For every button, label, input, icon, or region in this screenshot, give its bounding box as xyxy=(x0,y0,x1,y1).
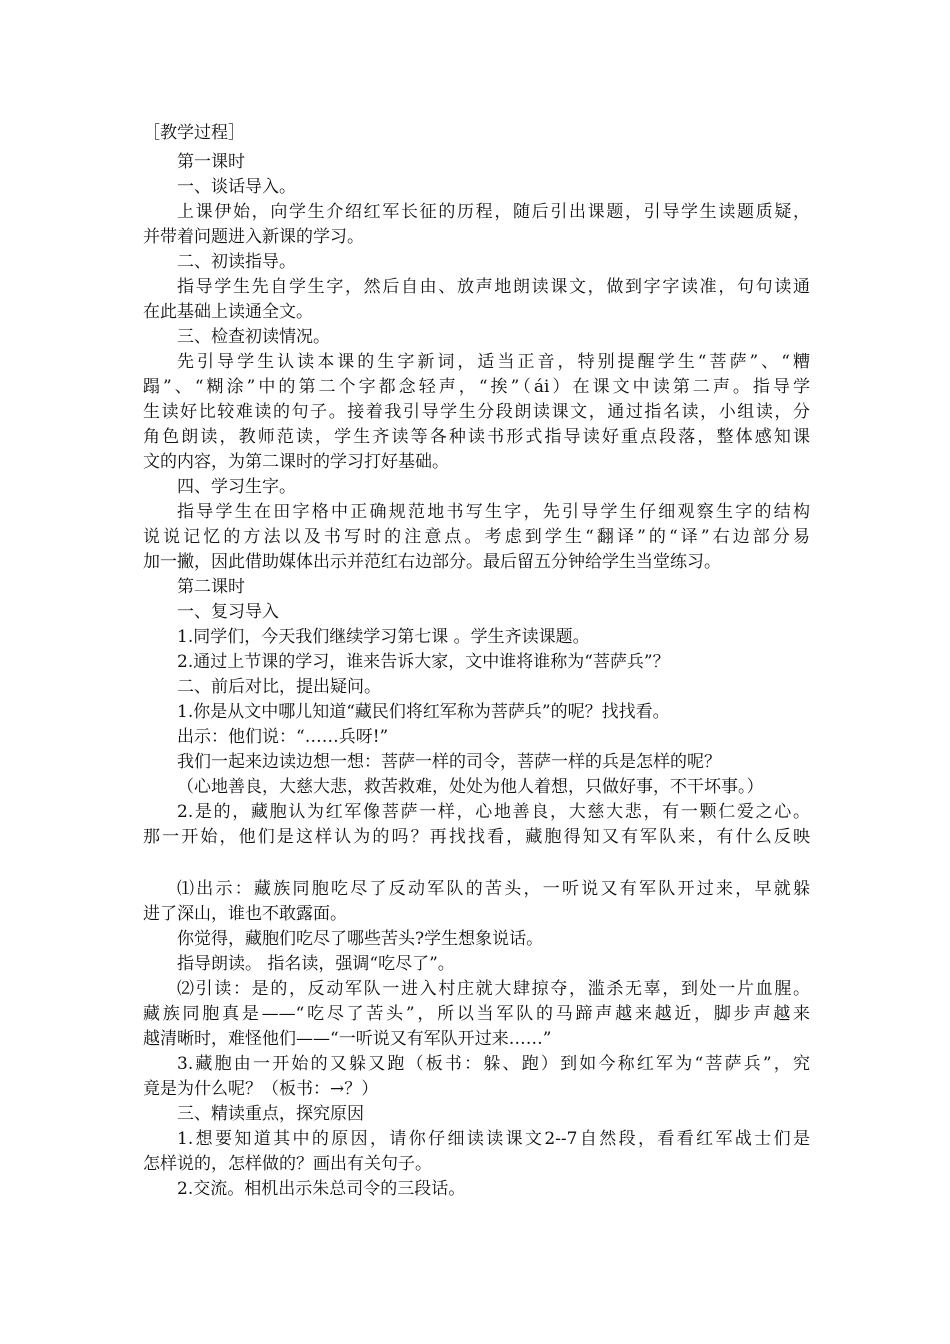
section-title: ［教学过程］ xyxy=(143,123,245,143)
text-line: ⑴出示：藏族同胞吃尽了反动军队的苦头，一听说又有军队开过来，早就躲 xyxy=(177,879,810,899)
text-line: 第一课时 xyxy=(177,152,245,172)
text-line: 出示：他们说：“……兵呀!” xyxy=(177,727,389,747)
text-line: （心地善良，大慈大悲，救苦救难，处处为他人着想，只做好事，不干坏事。） xyxy=(177,777,764,797)
text-line: 2.通过上节课的学习，谁来告诉大家，文中谁将谁称为“菩萨兵”？ xyxy=(177,652,670,672)
text-line: 一、谈话导入。 xyxy=(177,177,296,197)
text-line: 在此基础上读通全文。 xyxy=(143,302,313,322)
text-line: 3.藏胞由一开始的又躲又跑（板书：躲、跑）到如今称红军为“菩萨兵”，究 xyxy=(177,1054,810,1074)
text-line: 2.交流。相机出示朱总司令的三段话。 xyxy=(177,1179,466,1199)
text-line: 1.想要知道其中的原因，请你仔细读读课文2--7自然段，看看红军战士们是 xyxy=(177,1129,810,1149)
text-line: 竟是为什么呢？（板书：→？） xyxy=(143,1079,379,1099)
text-line: 你觉得，藏胞们吃尽了哪些苦头?学生想象说话。 xyxy=(177,929,544,949)
text-line: 那一开始，他们是这样认为的吗？再找找看，藏胞得知又有军队来，有什么反映 xyxy=(143,827,810,847)
paragraph-lines-lower xyxy=(143,877,810,1202)
text-line: 指导学生在田字格中正确规范地书写生字，先引导学生仔细观察生字的结构 xyxy=(177,502,810,522)
text-line: 加一撇，因此借助媒体出示并范红右边部分。最后留五分钟给学生当堂练习。 xyxy=(143,552,721,572)
text-block-lower xyxy=(143,877,810,1202)
text-line: 文的内容，为第二课时的学习打好基础。 xyxy=(143,452,449,472)
text-line: 并带着问题进入新课的学习。 xyxy=(143,227,364,247)
text-line: 1.同学们，今天我们继续学习第七课 。学生齐读课题。 xyxy=(177,627,590,647)
text-line: 指导朗读。 指名读，强调“吃尽了”。 xyxy=(177,954,455,974)
text-line: 2.是的，藏胞认为红军像菩萨一样，心地善良，大慈大悲，有一颗仁爱之心。 xyxy=(177,802,810,822)
text-line: 二、前后对比，提出疑问。 xyxy=(177,677,381,697)
text-line: 怎样说的，怎样做的？画出有关句子。 xyxy=(143,1154,432,1174)
text-line: 说说记忆的方法以及书写时的注意点。考虑到学生“翻译”的“译”右边部分易 xyxy=(143,527,810,547)
text-line: 角色朗读，教师范读，学生齐读等各种读书形式指导读好重点段落，整体感知课 xyxy=(143,427,810,447)
text-line: 进了深山，谁也不敢露面。 xyxy=(143,904,347,924)
text-line: 我们一起来边读边想一想：菩萨一样的司令，菩萨一样的兵是怎样的呢？ xyxy=(177,752,721,772)
text-line: 二、初读指导。 xyxy=(177,252,296,272)
text-line: ⑵引读：是的，反动军队一进入村庄就大肆掠夺，滥杀无辜，到处一片血腥。 xyxy=(177,979,810,999)
text-block-upper xyxy=(143,121,810,850)
text-line: 三、检查初读情况。 xyxy=(177,327,330,347)
text-line: 四、学习生字。 xyxy=(177,477,296,497)
text-line: 三、精读重点，探究原因 xyxy=(177,1104,364,1124)
text-line: 上课伊始，向学生介绍红军长征的历程，随后引出课题，引导学生读题质疑， xyxy=(177,202,810,222)
text-line: 指导学生先自学生字，然后自由、放声地朗读课文，做到字字读准，句句读通 xyxy=(177,277,810,297)
text-line: 藏族同胞真是——“吃尽了苦头”，所以当军队的马蹄声越来越近，脚步声越来 xyxy=(143,1004,810,1024)
text-line: 一、复习导入 xyxy=(177,602,279,622)
text-line: 蹋”、“糊涂”中的第二个字都念轻声，“挨”（ái）在课文中读第二声。指导学 xyxy=(143,377,810,397)
text-line: 越清晰时，难怪他们——“一听说又有军队开过来……” xyxy=(143,1029,552,1049)
paragraph-lines-upper xyxy=(143,150,810,850)
text-line: 先引导学生认读本课的生字新词，适当正音，特别提醒学生“菩萨”、“糟 xyxy=(177,352,810,372)
text-line: 第二课时 xyxy=(177,577,245,597)
text-line: 生读好比较难读的句子。接着我引导学生分段朗读课文，通过指名读，小组读，分 xyxy=(143,402,810,422)
text-line: 1.你是从文中哪儿知道“藏民们将红军称为菩萨兵”的呢？找找看。 xyxy=(177,702,670,722)
